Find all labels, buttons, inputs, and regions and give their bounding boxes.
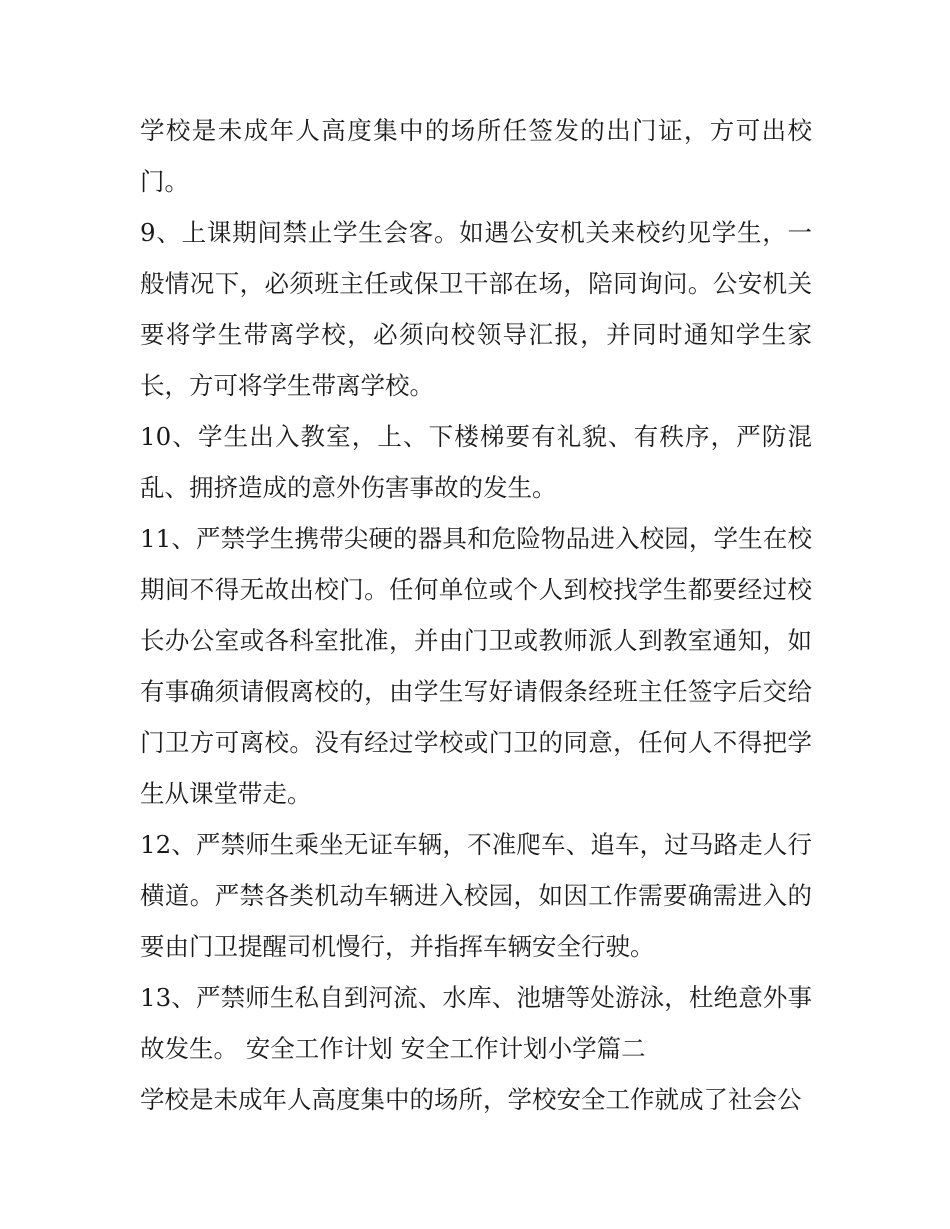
paragraph-item-11: 11、严禁学生携带尖硬的器具和危险物品进入校园，学生在校期间不得无故出校门。任何单位或个人到校找学生都要经过校长办公室或各科室批准，并由门卫或教师派人到教室通知，如有事确须请假离校的，由学生写好请假条经班主任签字后交给门卫方可离校。没有经过学校或门卫的同意，任何人不得把学生从课堂带走。 <box>140 524 812 808</box>
paragraph-next-section: 学校是未成年人高度集中的场所，学校安全工作就成了社会公 <box>140 1085 802 1114</box>
paragraph-continuation: 学校是未成年人高度集中的场所任签发的出门证，方可出校门。 <box>140 116 812 196</box>
paragraph-item-12: 12、严禁师生乘坐无证车辆，不准爬车、追车，过马路走人行横道。严禁各类机动车辆进入校园，如因工作需要确需进入的要由门卫提醒司机慢行，并指挥车辆安全行驶。 <box>140 830 812 961</box>
paragraph-item-10: 10、学生出入教室，上、下楼梯要有礼貌、有秩序，严防混乱、拥挤造成的意外伤害事故的发生。 <box>140 422 812 502</box>
paragraph-item-13: 13、严禁师生私自到河流、水库、池塘等处游泳，杜绝意外事故发生。 安全工作计划 安全工作计划小学篇二 <box>140 983 812 1063</box>
document-body <box>140 105 812 1125</box>
paragraph-item-9: 9、上课期间禁止学生会客。如遇公安机关来校约见学生，一般情况下，必须班主任或保卫干部在场，陪同询问。公安机关要将学生带离学校，必须向校领导汇报，并同时通知学生家长，方可将学生带离学校。 <box>140 218 812 400</box>
